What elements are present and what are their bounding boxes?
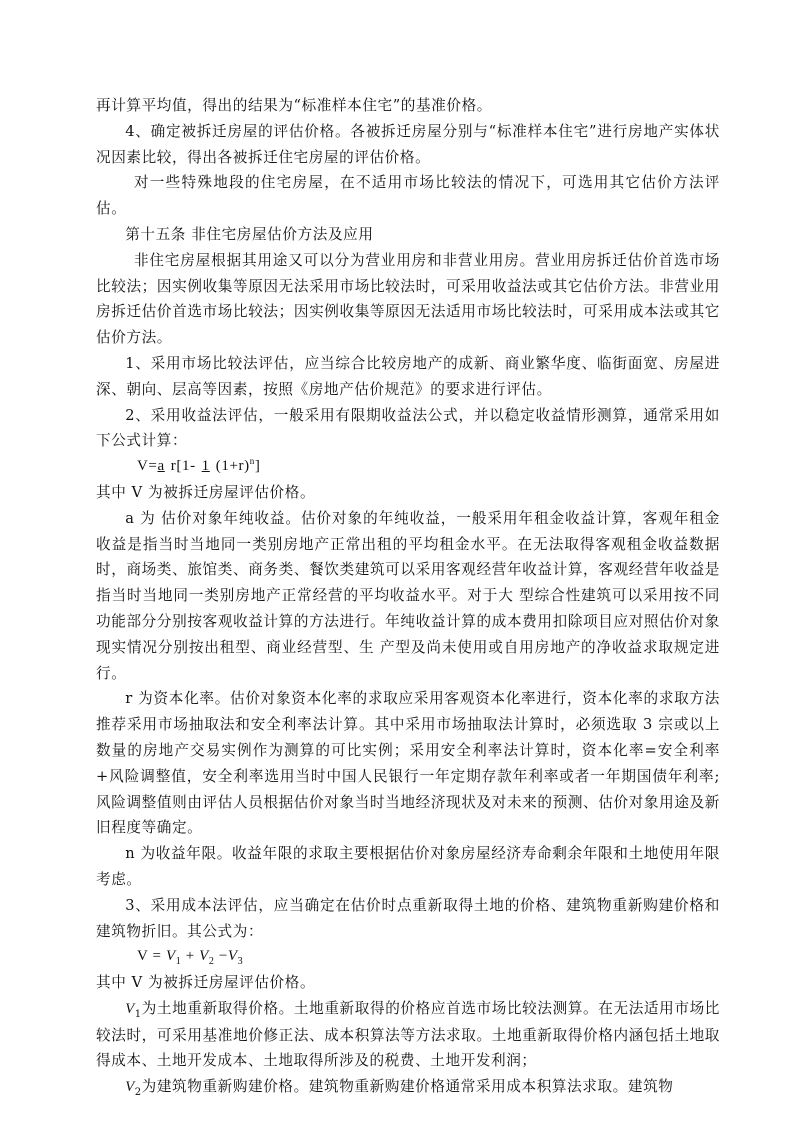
paragraph: n 为收益年限。收益年限的求取主要根据估价对象房屋经济寿命剩余年限和土地使用年限考虑。 bbox=[96, 845, 720, 888]
paragraph: 1、采用市场比较法评估，应当综合比较房地产的成新、商业繁华度、临街面宽、房屋进深、朝向、层高等因素，按照《房地产估价规范》的要求进行评估。 bbox=[96, 354, 720, 398]
paragraph: 其中 V 为被拆迁房屋评估价格。 bbox=[96, 974, 316, 992]
section-heading: 第十五条 非住宅房屋估价方法及应用 bbox=[125, 225, 374, 243]
paragraph: 2、采用收益法评估，一般采用有限期收益法公式，并以稳定收益情形测算，通常采用如下公式计算： bbox=[96, 406, 720, 450]
paragraph: 4、确定被拆迁房屋的评估价格。各被拆迁房屋分别与“标准样本住宅”进行房地产实体状况因素比较，得出各被拆迁住宅房屋的评估价格。 bbox=[96, 122, 720, 166]
paragraph: 对一些特殊地段的住宅房屋，在不适用市场比较法的情况下，可选用其它估价方法评估。 bbox=[96, 174, 720, 218]
cost-formula: $V = V_1 + V_2 -V_3$ bbox=[137, 948, 244, 968]
paragraph: r 为资本化率。估价对象资本化率的求取应采用客观资本化率进行，资本化率的求取方法推荐采用市场抽取法和安全利率法计算。其中采用市场抽取法计算时，必须选取 3 宗或以上数量的房地产交易实例作为测算的可比实例；采用安全利率法计算时，资本化率=安全利率+风险调整值，安全利率选用当时中国人民银行一年定期存款年利率或者一年期国债年利率;风险调整值则由评估人员根据估价对象当时当地经济现状及对未来的预测、估价对象用途及新旧程度等确定。 bbox=[96, 690, 720, 837]
paragraph: 再计算平均值，得出的结果为“标准样本住宅”的基准价格。 bbox=[96, 97, 492, 114]
paragraph: a 为 估价对象年纯收益。估价对象的年纯收益，一般采用年租金收益计算，客观年租金收益是指当时当地同一类别房地产正常出租的平均租金水平。在无法取得客观租金收益数据时，商场类、旅馆类、商务类、餐饮类建筑可以采用客观经营年收益计算，客观经营年收益是指当时当地同一类别房地产正常经营的平均收益水平。对于大 型综合性建筑可以采用按不同功能部分分别按客观收益计算的方法进行。年纯收益计算的成本费用扣除项目应对照估价对象现实情况分别按出租型、商业经营型、生 产型及尚未使用或自用房地产的净收益求取规定进行。 bbox=[96, 509, 720, 682]
income-formula: V=a r[1- 1 $(1+r)^n$] bbox=[137, 456, 261, 475]
paragraph: $V_1$为土地重新取得价格。土地重新取得的价格应首选市场比较法测算。在无法适用市场比较法时，可采用基准地价修正法、成本积算法等方法求取。土地重新取得价格内涵包括土地取得成本、土地开发成本、土地取得所涉及的税费、土地开发利润； bbox=[96, 999, 720, 1070]
paragraph: 其中 V 为被拆迁房屋评估价格。 bbox=[96, 483, 316, 501]
document-body bbox=[96, 93, 720, 1101]
paragraph: 3、采用成本法评估，应当确定在估价时点重新取得土地的价格、建筑物重新购建价格和建筑物折旧。其公式为： bbox=[96, 896, 720, 940]
paragraph: 非住宅房屋根据其用途又可以分为营业用房和非营业用房。营业用房拆迁估价首选市场比较法；因实例收集等原因无法采用市场比较法时，可采用收益法或其它估价方法。非营业用房拆迁估价首选市场比较法；因实例收集等原因无法适用市场比较法时，可采用成本法或其它估价方法。 bbox=[96, 251, 720, 347]
paragraph: $V_2$为建筑物重新购建价格。建筑物重新购建价格通常采用成本积算法求取。建筑物 bbox=[125, 1078, 674, 1099]
